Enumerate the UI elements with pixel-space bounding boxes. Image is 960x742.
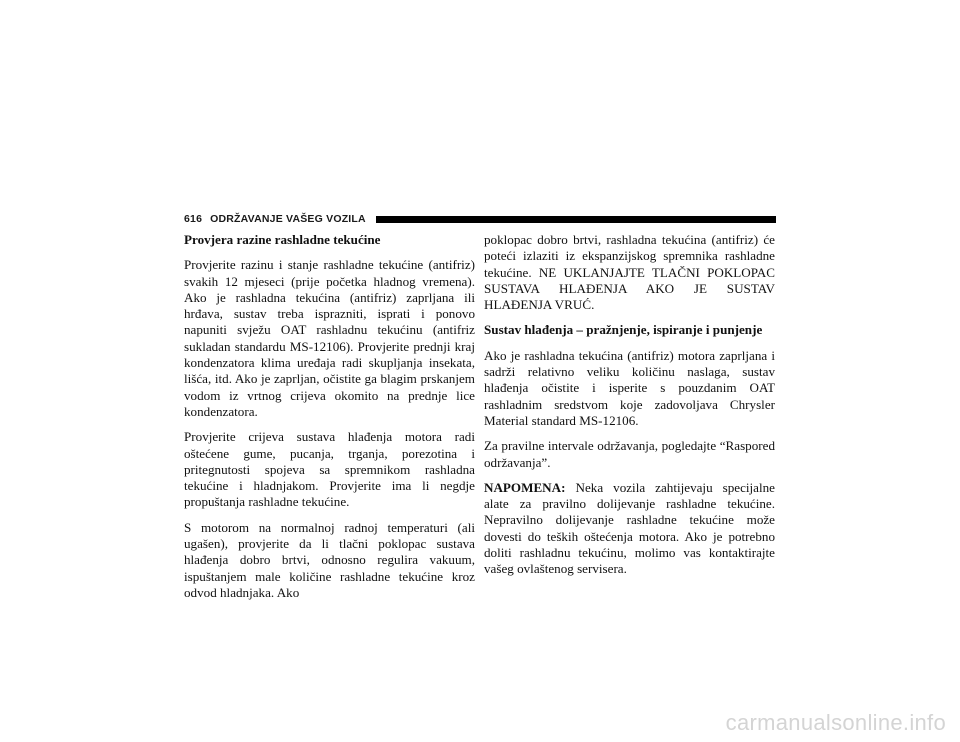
left-paragraph-2: Provjerite crijeva sustava hlađenja motora radi oštećene gume, pucanja, trganja, porezotina i pritegnutosti spojeva sa spremnikom rashladna tekućine i hladnjakom. Provjerite ima li negdje propuštanja rashladne tekućine.	[184, 429, 475, 510]
note-text: Neka vozila zahtijevaju specijalne alate za pravilno dolijevanje rashladne tekućine. Nepravilno dolijevanje rashladne tekućine može dovesti do teških oštećenja motora. Ako je potrebno doliti rashladnu tekućinu, molimo vas kontaktirajte vašeg ovlaštenog servisera.	[484, 479, 775, 577]
section-title: ODRŽAVANJE VAŠEG VOZILA	[210, 213, 366, 225]
right-column	[484, 232, 775, 587]
header-rule	[376, 216, 776, 223]
page-number: 616	[184, 213, 203, 225]
page-header	[184, 212, 776, 226]
note-label: NAPOMENA:	[484, 479, 566, 495]
left-paragraph-3: S motorom na normalnoj radnoj temperaturi (ali ugašen), provjerite da li tlačni poklopac sustava hlađenja dobro brtvi, odnosno regulira vakuum, ispuštanjem male količine rashladne tekućine kroz odvod hladnjaka. Ako	[184, 519, 475, 600]
cooling-system-heading: Sustav hlađenja – pražnjenje, ispiranje i punjenje	[484, 322, 763, 338]
coolant-level-heading: Provjera razine rashladne tekućine	[184, 232, 381, 247]
watermark: carmanualsonline.info	[725, 710, 946, 735]
note-paragraph	[484, 480, 775, 578]
left-column	[184, 232, 475, 610]
right-continuation: poklopac dobro brtvi, rashladna tekućina (antifriz) će poteći izlaziti iz ekspanzijskog spremnika rashladne tekućine. NE UKLANJAJTE TLAČNI POKLOPAC SUSTAVA HLAĐENJA AKO JE SUSTAV HLAĐENJA VRUĆ.	[484, 232, 775, 313]
right-paragraph-1: Ako je rashladna tekućina (antifriz) motora zaprljana i sadrži relativno veliku količinu naslaga, sustav hlađenja očistite i isperite s pouzdanim OAT rashladnim sredstvom koje zadovoljava Chrysler Material standard MS-12106.	[484, 347, 775, 428]
right-paragraph-2: Za pravilne intervale održavanja, pogledajte “Raspored održavanja”.	[484, 438, 775, 470]
left-paragraph-1: Provjerite razinu i stanje rashladne tekućine (antifriz) svakih 12 mjeseci (prije početka hladnog vremena). Ako je rashladna tekućina (antifriz) zaprljana ili hrđava, sustav treba isprazniti, isprati i ponovo napuniti svježu OAT rashladnu tekućinu (antifriz sukladan standardu MS-12106). Provjerite prednji kraj kondenzatora klima uređaja radi skupljanja insekata, lišća, itd. Ako je zaprljan, očistite ga blagim prskanjem vodom iz vrtnog crijeva okomito na prednje lice kondenzatora.	[184, 257, 475, 419]
